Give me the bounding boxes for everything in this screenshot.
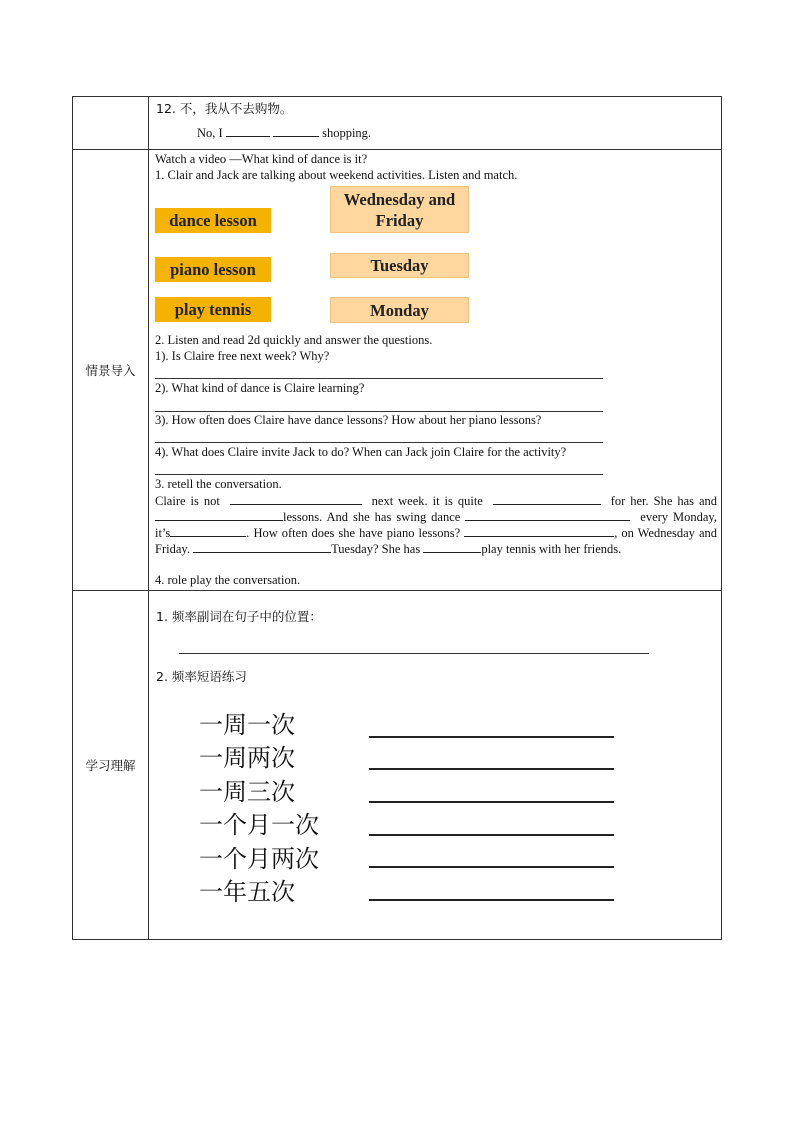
- match-left-dance-lesson[interactable]: dance lesson: [155, 208, 271, 233]
- answer-suffix: shopping.: [322, 126, 372, 140]
- item1-answer-line[interactable]: [179, 653, 649, 654]
- video-prompt: Watch a video —What kind of dance is it?: [155, 152, 368, 166]
- worksheet-table: [72, 96, 722, 940]
- phrase-1: 一周一次: [199, 711, 295, 739]
- item12-answer-line: [197, 125, 371, 141]
- match-right-monday[interactable]: Monday: [330, 297, 469, 323]
- row1-label: [73, 97, 149, 150]
- item12-prompt: 12. 不，我从不去购物。: [156, 101, 293, 116]
- match-left-piano-lesson[interactable]: piano lesson: [155, 257, 271, 282]
- retell-blank-2[interactable]: [493, 493, 601, 505]
- row3-content: [149, 591, 722, 940]
- retell-blank-1[interactable]: [230, 493, 362, 505]
- phrase-6: 一年五次: [199, 878, 295, 906]
- phrase-3: 一周三次: [199, 778, 295, 806]
- retell-blank-7[interactable]: [193, 541, 331, 553]
- phrase-4: 一个月一次: [199, 811, 319, 839]
- item2-phrase-practice: 2. 频率短语练习: [156, 669, 247, 684]
- phrase-2: 一周两次: [199, 744, 295, 772]
- task1-instruction: 1. Clair and Jack are talking about weekend activities. Listen and match.: [155, 168, 518, 182]
- question-3: 3). How often does Claire have dance lessons? How about her piano lessons?: [155, 413, 542, 427]
- phrase-2-answer-line[interactable]: [369, 768, 614, 770]
- match-left-play-tennis[interactable]: play tennis: [155, 297, 271, 322]
- task4-instruction: 4. role play the conversation.: [155, 573, 301, 587]
- answer-line-2[interactable]: [155, 411, 603, 412]
- phrase-6-answer-line[interactable]: [369, 899, 614, 901]
- answer-line-1[interactable]: [155, 378, 603, 379]
- answer-blank-2[interactable]: [273, 125, 319, 137]
- phrase-5-answer-line[interactable]: [369, 866, 614, 868]
- row3-label: 学习理解: [73, 591, 149, 940]
- retell-blank-3[interactable]: [155, 509, 283, 521]
- retell-blank-4[interactable]: [465, 509, 630, 521]
- task2-instruction: 2. Listen and read 2d quickly and answer the questions.: [155, 333, 433, 347]
- phrase-4-answer-line[interactable]: [369, 834, 614, 836]
- retell-paragraph: Claire is not next week. it is quite for her. She has and lessons. And she has swing dance every Monday, it’s . How often does she have piano lessons? , on Wednesday and Friday. Tuesday? She has play tennis with her friends.: [155, 494, 718, 556]
- phrase-3-answer-line[interactable]: [369, 801, 614, 803]
- question-1: 1). Is Claire free next week? Why?: [155, 349, 330, 363]
- retell-blank-6[interactable]: [464, 525, 614, 537]
- phrase-1-answer-line[interactable]: [369, 736, 614, 738]
- row2-label: 情景导入: [73, 150, 149, 591]
- answer-prefix: No, I: [197, 126, 223, 140]
- match-right-tuesday[interactable]: Tuesday: [330, 253, 469, 278]
- answer-blank-1[interactable]: [226, 125, 270, 137]
- row2-content: [149, 150, 722, 591]
- retell-blank-5[interactable]: [170, 525, 246, 537]
- question-4: 4). What does Claire invite Jack to do? When can Jack join Claire for the activity?: [155, 445, 567, 459]
- row1-content: [149, 97, 722, 150]
- answer-line-3[interactable]: [155, 442, 603, 443]
- match-right-wednesday-friday[interactable]: Wednesday and Friday: [330, 186, 469, 233]
- retell-blank-8[interactable]: [423, 541, 481, 553]
- item1-adverb-position: 1. 频率副词在句子中的位置：: [156, 609, 322, 624]
- question-2: 2). What kind of dance is Claire learning?: [155, 381, 365, 395]
- task3-instruction: 3. retell the conversation.: [155, 477, 282, 491]
- phrase-5: 一个月两次: [199, 845, 319, 873]
- answer-line-4[interactable]: [155, 474, 603, 475]
